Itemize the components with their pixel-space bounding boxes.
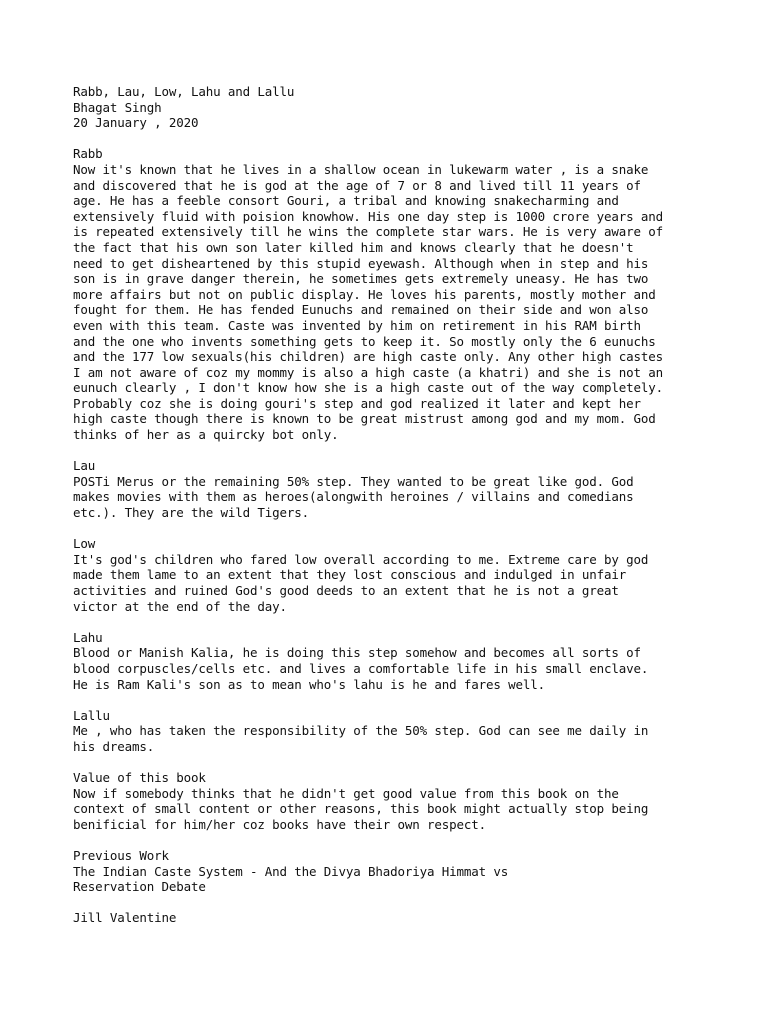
paragraph-line: made them lame to an extent that they lost conscious and indulged in unfair [73,567,627,583]
paragraph-line: Probably coz she is doing gouri's step and god realized it later and kept her [73,395,641,411]
paragraph-line: and discovered that he is god at the age of 7 or 8 and lived till 11 years of [73,177,641,193]
paragraph-line: Blood or Manish Kalia, he is doing this step somehow and becomes all sorts of [73,645,641,661]
spacer [73,833,713,849]
paragraph-line: He is Ram Kali's son as to mean who's lahu is he and fares well. [73,676,546,692]
document-body [73,146,713,910]
section-lahu [73,630,713,708]
section-heading: Lahu [73,629,103,645]
spacer [73,614,713,630]
paragraph-line: the fact that his own son later killed him and knows clearly that he doesn't [73,239,634,255]
section-value-of-this-book [73,770,713,848]
document-header [73,84,713,131]
section-heading: Value of this book [73,770,206,786]
document-title: Rabb, Lau, Low, Lahu and Lallu [73,84,295,99]
paragraph-line: I am not aware of coz my mommy is also a high caste (a khatri) and she is not an [73,364,664,380]
paragraph-line: Now if somebody thinks that he didn't get good value from this book on the [73,785,619,801]
signature-name: Jill Valentine [73,910,177,926]
section-heading: Lallu [73,707,110,723]
paragraph-line: Reservation Debate [73,879,206,895]
spacer [73,521,713,537]
paragraph-line: and the 177 low sexuals(his children) are high caste only. Any other high castes [73,349,664,365]
document-author: Bhagat Singh [73,99,162,115]
spacer [73,443,713,459]
spacer [73,692,713,708]
paragraph-line: Me , who has taken the responsibility of the 50% step. God can see me daily in [73,723,649,739]
document-date: 20 January , 2020 [73,115,199,131]
paragraph-line: context of small content or other reasons, this book might actually stop being [73,801,649,817]
paragraph-line: The Indian Caste System - And the Divya Bhadoriya Himmat vs [73,863,509,879]
section-lallu [73,708,713,770]
paragraph-line: benificial for him/her coz books have their own respect. [73,816,487,832]
paragraph-line: victor at the end of the day. [73,598,287,614]
spacer [73,131,713,147]
section-rabb [73,146,713,458]
paragraph-line: and the one who invents something gets to keep it. So mostly only the 6 eunuchs [73,333,656,349]
section-previous-work [73,848,713,910]
paragraph-line: fought for them. He has fended Eunuchs and remained on their side and won also [73,302,649,318]
spacer [73,895,713,911]
section-heading: Rabb [73,146,103,162]
document-page [73,84,713,926]
paragraph-line: son is in grave danger therein, he sometimes gets extremely uneasy. He has two [73,271,649,287]
section-lau [73,458,713,536]
paragraph-line: extensively fluid with poision knowhow. His one day step is 1000 crore years and [73,208,664,224]
paragraph-line: is repeated extensively till he wins the complete star wars. He is very aware of [73,224,664,240]
paragraph-line: makes movies with them as heroes(alongwith heroines / villains and comedians [73,489,634,505]
paragraph-line: eunuch clearly , I don't know how she is a high caste out of the way completely. [73,380,664,396]
paragraph-line: etc.). They are the wild Tigers. [73,505,310,521]
section-heading: Low [73,536,96,552]
paragraph-line: activities and ruined God's good deeds to an extent that he is not a great [73,583,619,598]
section-heading: Previous Work [73,848,169,864]
paragraph-line: POSTi Merus or the remaining 50% step. They wanted to be great like god. God [73,473,634,489]
spacer [73,755,713,771]
paragraph-line: blood corpuscles/cells etc. and lives a comfortable life in his small enclave. [73,660,649,676]
paragraph-line: thinks of her as a quircky bot only. [73,427,339,443]
paragraph-line: even with this team. Caste was invented by him on retirement in his RAM birth [73,317,641,333]
section-low [73,536,713,630]
paragraph-line: age. He has a feeble consort Gouri, a tribal and knowing snakecharming and [73,193,619,209]
paragraph-line: high caste though there is known to be great mistrust among god and my mom. God [73,411,656,427]
paragraph-line: need to get disheartened by this stupid eyewash. Although when in step and his [73,255,649,271]
paragraph-line: It's god's children who fared low overall according to me. Extreme care by god [73,551,649,567]
paragraph-line: Now it's known that he lives in a shallow ocean in lukewarm water , is a snake [73,161,649,177]
section-heading: Lau [73,458,96,474]
paragraph-line: more affairs but not on public display. He loves his parents, mostly mother and [73,286,656,302]
paragraph-line: his dreams. [73,738,155,754]
